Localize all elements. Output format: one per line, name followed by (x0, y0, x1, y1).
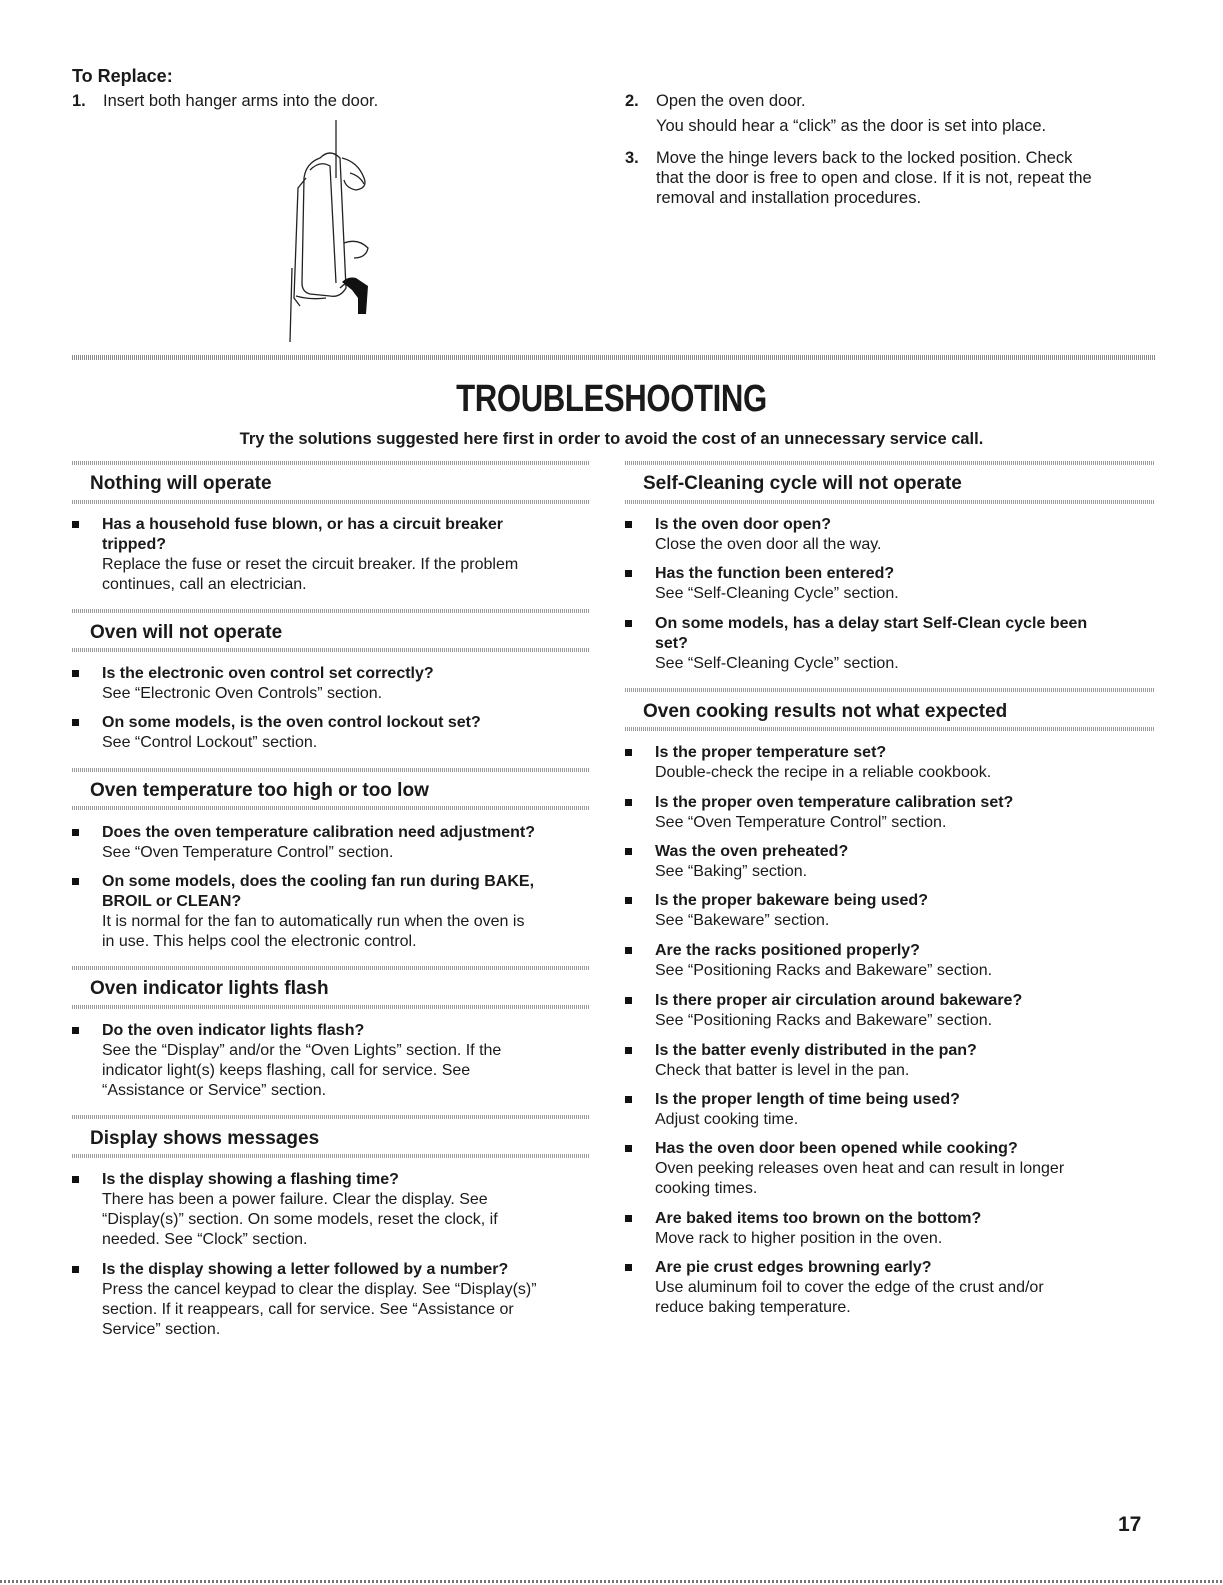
question: BROIL or CLEAN? (102, 893, 242, 910)
section-rule (72, 1154, 590, 1158)
answer: “Assistance or Service” section. (102, 1082, 327, 1099)
step-text: Open the oven door. (656, 92, 806, 110)
section-rule (72, 806, 590, 810)
bullet-icon (625, 799, 632, 806)
answer: “Display(s)” section. On some models, reset the clock, if (102, 1211, 498, 1228)
answer: See “Electronic Oven Controls” section. (102, 685, 383, 702)
section-rule (72, 1115, 590, 1119)
answer: continues, call an electrician. (102, 576, 307, 593)
question: Is the display showing a letter followed by a number? (102, 1261, 509, 1278)
question: Is the batter evenly distributed in the pan? (655, 1042, 977, 1059)
answer: Move rack to higher position in the oven. (655, 1230, 943, 1247)
list-item (625, 991, 1155, 1031)
question: Are baked items too brown on the bottom? (655, 1210, 982, 1227)
question: Is the proper bakeware being used? (655, 892, 928, 909)
section-rule (625, 727, 1155, 731)
answer: cooking times. (655, 1180, 758, 1197)
question: Does the oven temperature calibration need adjustment? (102, 824, 535, 841)
bullet-icon (625, 620, 632, 627)
question: tripped? (102, 536, 166, 553)
answer: Press the cancel keypad to clear the display. See “Display(s)” (102, 1281, 537, 1298)
step-2-note: You should hear a “click” as the door is set into place. (656, 117, 1047, 135)
bullet-icon (625, 521, 632, 528)
list-item (72, 1021, 592, 1101)
section-rule (72, 1005, 590, 1009)
bullet-icon (625, 848, 632, 855)
answer: See the “Display” and/or the “Oven Lights” section. If the (102, 1042, 502, 1059)
step-text: Insert both hanger arms into the door. (103, 92, 379, 110)
section-title: Oven cooking results not what expected (643, 701, 1008, 722)
question: Has the oven door been opened while cooking? (655, 1140, 1018, 1157)
answer: Oven peeking releases oven heat and can result in longer (655, 1160, 1065, 1177)
bullet-icon (625, 1096, 632, 1103)
door-hanger-illustration (280, 118, 390, 343)
list-item (625, 564, 1155, 604)
page-title: TROUBLESHOOTING (456, 378, 767, 420)
section-rule (72, 461, 590, 465)
question: Is the electronic oven control set correctly? (102, 665, 434, 682)
list-item (72, 1170, 592, 1250)
section-rule (72, 500, 590, 504)
bullet-icon (72, 1176, 79, 1183)
answer: Replace the fuse or reset the circuit breaker. If the problem (102, 556, 519, 573)
page-number: 17 (1118, 1513, 1142, 1536)
answer: It is normal for the fan to automatically run when the oven is (102, 913, 525, 930)
section-title: Nothing will operate (90, 473, 272, 494)
replace-heading: To Replace: (72, 66, 173, 86)
list-item (625, 842, 1155, 882)
page-subtitle: Try the solutions suggested here first in order to avoid the cost of an unnecessary service call. (239, 430, 984, 448)
answer: See “Baking” section. (655, 863, 808, 880)
question: Are the racks positioned properly? (655, 942, 920, 959)
answer: See “Self-Cleaning Cycle” section. (655, 655, 899, 672)
bullet-icon (625, 947, 632, 954)
answer: Use aluminum foil to cover the edge of the crust and/or (655, 1279, 1044, 1296)
question: Has a household fuse blown, or has a circuit breaker (102, 516, 503, 533)
answer: See “Control Lockout” section. (102, 734, 318, 751)
section-rule (72, 966, 590, 970)
list-item (72, 713, 592, 753)
question: Has the function been entered? (655, 565, 895, 582)
section-title: Oven will not operate (90, 622, 283, 643)
answer: See “Self-Cleaning Cycle” section. (655, 585, 899, 602)
bullet-icon (625, 570, 632, 577)
bullet-icon (72, 1266, 79, 1273)
question: Is the display showing a flashing time? (102, 1171, 399, 1188)
list-item (72, 664, 592, 704)
question: Do the oven indicator lights flash? (102, 1022, 365, 1039)
bullet-icon (625, 997, 632, 1004)
step-text-line: removal and installation procedures. (656, 189, 922, 207)
section-rule (72, 609, 590, 613)
bullet-icon (72, 829, 79, 836)
step-number: 1. (72, 92, 86, 110)
bullet-icon (625, 1215, 632, 1222)
step-number: 2. (625, 92, 639, 110)
answer: See “Bakeware” section. (655, 912, 830, 929)
list-item (625, 743, 1155, 783)
section-rule (625, 500, 1155, 504)
list-item (72, 515, 592, 595)
bullet-icon (72, 670, 79, 677)
bullet-icon (625, 1047, 632, 1054)
answer: needed. See “Clock” section. (102, 1231, 308, 1248)
answer: See “Positioning Racks and Bakeware” section. (655, 1012, 993, 1029)
bullet-icon (72, 719, 79, 726)
list-item (72, 823, 602, 863)
answer: Adjust cooking time. (655, 1111, 799, 1128)
bullet-icon (625, 749, 632, 756)
section-title: Oven temperature too high or too low (90, 780, 429, 801)
answer: See “Oven Temperature Control” section. (655, 814, 947, 831)
list-item (72, 872, 602, 952)
list-item (625, 1258, 1155, 1318)
answer: See “Oven Temperature Control” section. (102, 844, 394, 861)
question: Was the oven preheated? (655, 843, 849, 860)
answer: See “Positioning Racks and Bakeware” section. (655, 962, 993, 979)
answer: There has been a power failure. Clear the display. See (102, 1191, 488, 1208)
answer: reduce baking temperature. (655, 1299, 851, 1316)
list-item (625, 793, 1155, 833)
question: Is the proper oven temperature calibration set? (655, 794, 1014, 811)
answer: Double-check the recipe in a reliable cookbook. (655, 764, 992, 781)
answer: indicator light(s) keeps flashing, call for service. See (102, 1062, 471, 1079)
page-edge (0, 1580, 1223, 1583)
question: set? (655, 635, 688, 652)
bullet-icon (72, 1027, 79, 1034)
list-item (625, 1209, 1155, 1249)
answer: section. If it reappears, call for service. See “Assistance or (102, 1301, 514, 1318)
step-text-line: Move the hinge levers back to the locked position. Check (656, 149, 1073, 167)
bullet-icon (625, 1264, 632, 1271)
question: Is there proper air circulation around bakeware? (655, 992, 1023, 1009)
answer: Service” section. (102, 1321, 221, 1338)
bullet-icon (625, 897, 632, 904)
question: On some models, does the cooling fan run during BAKE, (102, 873, 535, 890)
step-text-line: that the door is free to open and close. If it is not, repeat the (656, 169, 1092, 187)
bullet-icon (625, 1145, 632, 1152)
question: Is the proper length of time being used? (655, 1091, 960, 1108)
question: Are pie crust edges browning early? (655, 1259, 932, 1276)
list-item (625, 1139, 1155, 1199)
question: Is the oven door open? (655, 516, 832, 533)
step-number: 3. (625, 149, 639, 167)
section-rule (625, 461, 1155, 465)
list-item (625, 515, 1155, 555)
list-item (625, 1090, 1155, 1130)
list-item (625, 1041, 1155, 1081)
list-item (625, 891, 1155, 931)
question: On some models, is the oven control lockout set? (102, 714, 481, 731)
section-divider (72, 355, 1155, 360)
answer: Close the oven door all the way. (655, 536, 882, 553)
answer: Check that batter is level in the pan. (655, 1062, 910, 1079)
bullet-icon (72, 521, 79, 528)
question: Is the proper temperature set? (655, 744, 887, 761)
section-rule (625, 688, 1155, 692)
list-item (72, 1260, 602, 1340)
answer: in use. This helps cool the electronic control. (102, 933, 417, 950)
list-item (625, 614, 1155, 674)
section-title: Self-Cleaning cycle will not operate (643, 473, 962, 494)
section-rule (72, 648, 590, 652)
question: On some models, has a delay start Self-Clean cycle been (655, 615, 1088, 632)
section-title: Display shows messages (90, 1128, 320, 1149)
bullet-icon (72, 878, 79, 885)
section-title: Oven indicator lights flash (90, 978, 329, 999)
list-item (625, 941, 1155, 981)
section-rule (72, 768, 590, 772)
